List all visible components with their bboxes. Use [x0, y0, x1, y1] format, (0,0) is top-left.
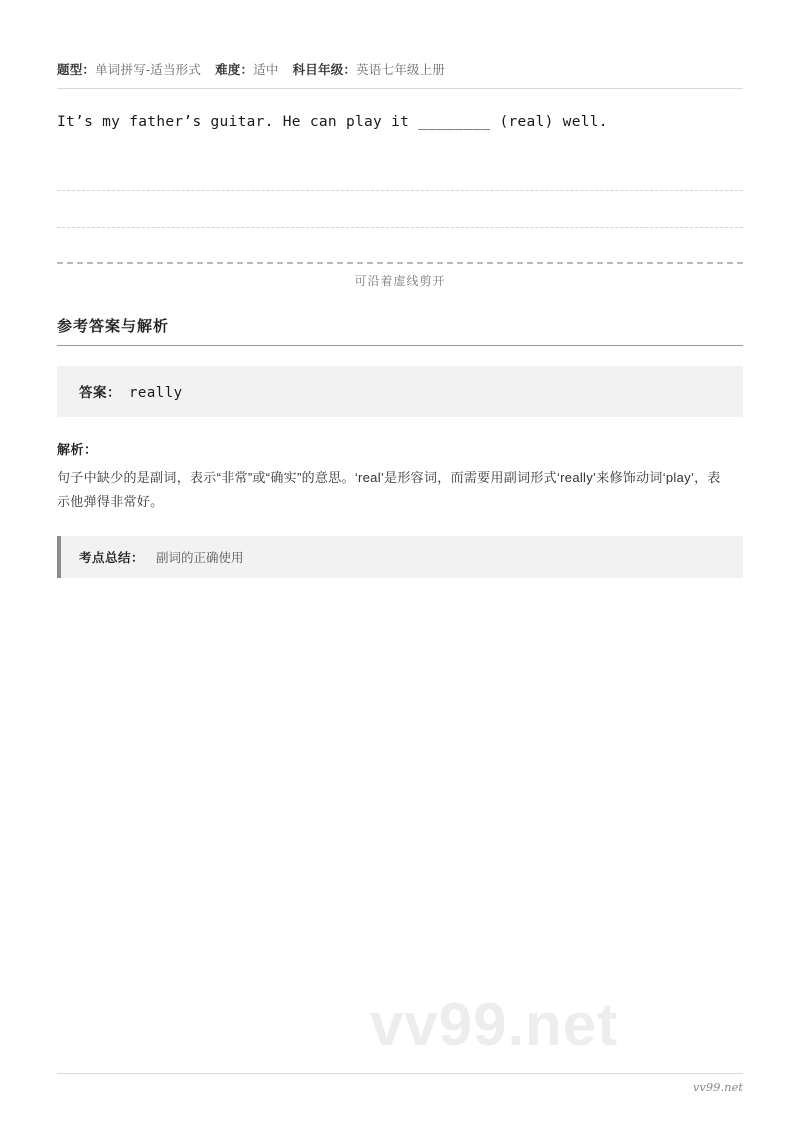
key-point-value: 副词的正确使用 [156, 551, 244, 566]
meta-difficulty-value: 适中 [253, 63, 279, 77]
key-point-label: 考点总结： [79, 551, 145, 566]
answers-section-divider [57, 345, 743, 346]
answer-writing-line-1 [57, 190, 743, 191]
meta-divider [57, 88, 743, 89]
meta-type-label: 题型： [57, 63, 96, 77]
explanation-text: 句子中缺少的是副词，表示“非常”或“确实”的意思。‘real’是形容词，而需要用副词形式‘really’来修饰动词‘play’，表示他弹得非常好。 [57, 470, 721, 510]
cut-section [57, 262, 743, 289]
question-meta [57, 0, 743, 78]
meta-type-value: 单词拼写-适当形式 [95, 63, 202, 77]
meta-difficulty-label: 难度： [215, 63, 254, 77]
answers-section-title: 参考答案与解析 [57, 318, 170, 336]
footer-divider [57, 1073, 743, 1074]
answer-label: 答案： [79, 385, 121, 401]
page-watermark: vv99.net [370, 991, 619, 1058]
answer-value: really [129, 385, 183, 402]
question-text: It’s my father’s guitar. He can play it ________ (real) well. [57, 114, 608, 130]
answer-writing-line-2 [57, 227, 743, 228]
answer-box [57, 366, 743, 417]
cut-dashed-line [57, 262, 743, 264]
meta-subject-label: 科目年级： [292, 63, 357, 77]
explanation-label: 解析： [57, 442, 98, 458]
key-point-summary-box [57, 536, 743, 578]
footer-site-label: vv99.net [692, 1080, 743, 1094]
page-content [57, 0, 743, 578]
cut-hint-text: 可沿着虚线剪开 [354, 274, 446, 289]
meta-subject-value: 英语七年级上册 [356, 63, 446, 77]
